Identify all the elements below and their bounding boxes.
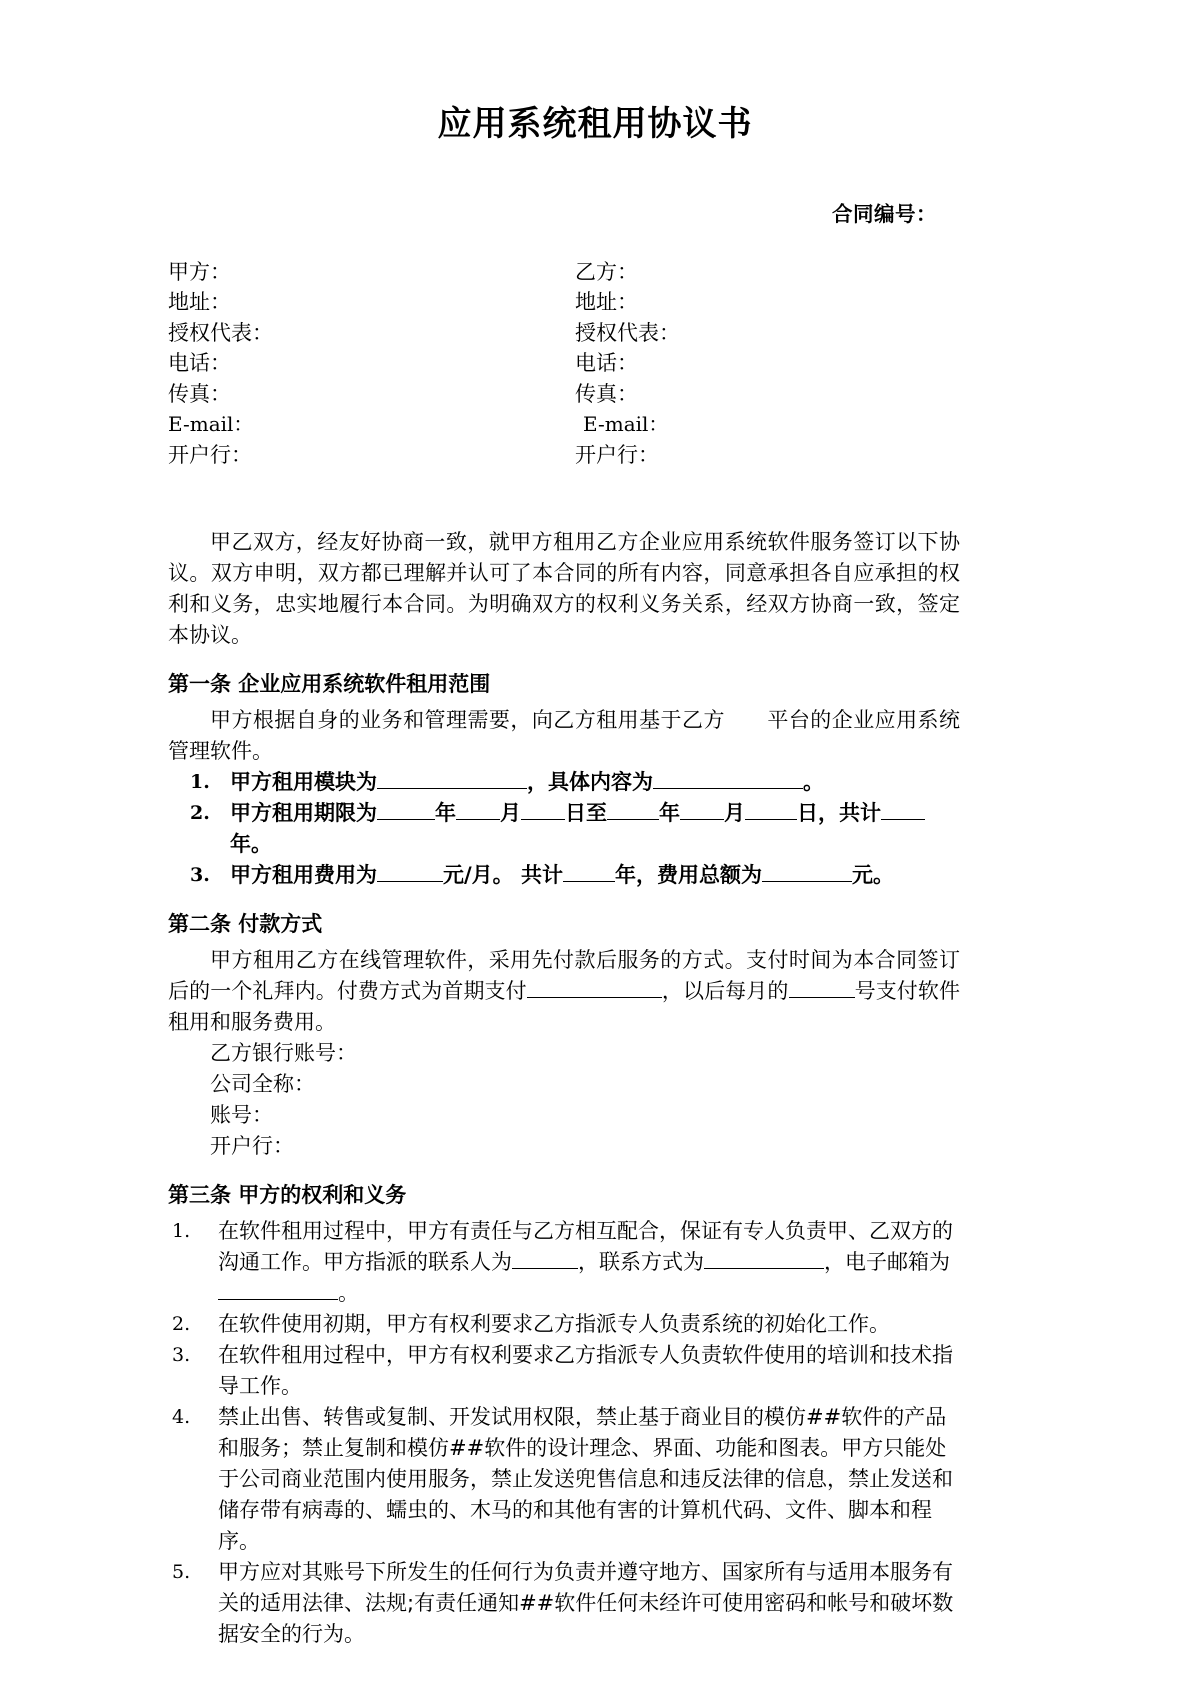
list-item-number: 2. [172, 1312, 191, 1335]
party-b-email-label: E-mail： [583, 412, 669, 437]
fill-blank[interactable] [704, 1268, 824, 1269]
list-item-text: 禁止出售、转售或复制、开发试用权限，禁止基于商业目的模仿##软件的产品和服务；禁止复制和模仿##软件的设计理念、界面、功能和图表。甲方只能处于公司商业范围内使用服务，禁止发送兜售信息和违反法律的信息，禁止发送和储存带有病毒的、蠕虫的、木马的和其他有害的计算机代码、文件、脚本和程序。 [218, 1404, 953, 1553]
party-b-phone-label: 电话： [575, 351, 638, 376]
list-item-text: 月 [724, 800, 745, 825]
section-3-heading: 第三条 甲方的权利和义务 [168, 1182, 407, 1207]
list-item-text: ，联系方式为 [578, 1249, 704, 1274]
list-item-number: 3. [190, 863, 210, 886]
list-item [168, 1309, 960, 1340]
intro-paragraph: 甲乙双方，经友好协商一致，就甲方租用乙方企业应用系统软件服务签订以下协议。双方申明，双方都已理解并认可了本合同的所有内容，同意承担各自应承担的权利和义务，忠实地履行本合同。为明确双方的权利义务关系，经双方协商一致，签定本协议。 [168, 529, 960, 647]
list-item-number: 1. [172, 1219, 191, 1242]
section-2-paragraph-part2: ，以后每月的 [661, 978, 789, 1003]
list-item-text: 年 [435, 800, 456, 825]
party-b-representative-label: 授权代表： [575, 320, 680, 345]
list-item-text: 在软件租用过程中，甲方有权利要求乙方指派专人负责软件使用的培训和技术指导工作。 [218, 1342, 953, 1398]
party-a-address-label: 地址： [168, 290, 231, 315]
contract-number-label: 合同编号： [832, 201, 937, 226]
list-item-text: 年。 [230, 831, 272, 856]
section-2-paragraph [168, 945, 960, 1038]
fill-blank[interactable] [607, 819, 659, 820]
list-item [168, 860, 960, 891]
section-1-paragraph-part1: 甲方根据自身的业务和管理需要，向乙方租用基于乙方 [210, 707, 725, 732]
section-1-paragraph-part2: 平台的企业应用系统管理软件。 [168, 707, 961, 763]
list-item-text: 元。 [851, 862, 894, 887]
section-1-heading: 第一条 企业应用系统软件租用范围 [168, 671, 491, 696]
party-a-fax-label: 传真： [168, 381, 231, 406]
list-item-number: 1. [190, 770, 210, 793]
party-b-address-label: 地址： [575, 290, 638, 315]
party-a-phone-label: 电话： [168, 351, 231, 376]
account-number-label: 账号： [210, 1102, 273, 1127]
page-title: 应用系统租用协议书 [437, 104, 753, 144]
party-b-fax-label: 传真： [575, 381, 638, 406]
fill-blank[interactable] [377, 788, 527, 789]
list-item [168, 1216, 960, 1309]
section-2-paragraph-part3: 号支付软件租用和服务费用。 [168, 978, 961, 1034]
list-item-number: 4. [172, 1405, 191, 1428]
list-item-text: 甲方租用费用为 [230, 862, 377, 887]
list-item-text: 日至 [565, 800, 607, 825]
party-b-name-label: 乙方： [575, 259, 638, 284]
fill-blank[interactable] [745, 819, 797, 820]
list-item [168, 767, 960, 798]
party-a-email-label: E-mail： [168, 412, 254, 437]
bank-account-label: 乙方银行账号： [210, 1040, 357, 1065]
list-item-number: 3. [172, 1343, 191, 1366]
fill-blank[interactable] [881, 819, 925, 820]
party-a-representative-label: 授权代表： [168, 320, 273, 345]
fill-blank[interactable] [789, 997, 855, 998]
party-a-bank-label: 开户行： [168, 442, 252, 467]
list-item-text: 日，共计 [797, 800, 881, 825]
section-2-paragraph-part1: 甲方租用乙方在线管理软件，采用先付款后服务的方式。支付时间为本合同签订后的一个礼拜内。付费方式为首期支付 [168, 947, 960, 1003]
party-b-column [575, 257, 680, 471]
list-item [168, 1340, 960, 1402]
section-1-item-list [168, 767, 960, 891]
list-item-text: 年，费用总额为 [614, 862, 762, 887]
fill-blank[interactable] [218, 1299, 338, 1300]
fill-blank[interactable] [563, 881, 615, 882]
document-body [0, 527, 1190, 1650]
parties-block [0, 257, 1190, 472]
fill-blank[interactable] [521, 819, 565, 820]
party-a-column [168, 257, 273, 471]
fill-blank[interactable] [762, 881, 852, 882]
party-b-bank-label: 开户行： [575, 442, 659, 467]
section-1-paragraph [168, 705, 960, 767]
party-a-name-label: 甲方： [168, 259, 231, 284]
fill-blank[interactable] [680, 819, 724, 820]
list-item [168, 798, 960, 860]
fill-blank[interactable] [377, 881, 443, 882]
section-2-heading: 第二条 付款方式 [168, 911, 323, 936]
list-item [168, 1402, 960, 1557]
fill-blank[interactable] [527, 997, 662, 998]
list-item-text: 甲方应对其账号下所发生的任何行为负责并遵守地方、国家所有与适用本服务有关的适用法律、法规;有责任通知##软件任何未经许可使用密码和帐号和破坏数据安全的行为。 [218, 1559, 954, 1646]
list-item-text: 元/月。 共计 [443, 862, 563, 887]
list-item-text: 在软件租用过程中，甲方有责任与乙方相互配合，保证有专人负责甲、乙双方的沟通工作。甲方指派的联系人为 [218, 1218, 953, 1274]
list-item-text: 甲方租用期限为 [230, 800, 377, 825]
list-item-text: ，具体内容为 [527, 769, 653, 794]
list-item-text: 年 [659, 800, 680, 825]
company-fullname-label: 公司全称： [210, 1071, 315, 1096]
list-item-text: 。 [338, 1280, 359, 1305]
list-item-text: 。 [803, 769, 824, 794]
list-item-text: 在软件使用初期，甲方有权利要求乙方指派专人负责系统的初始化工作。 [218, 1311, 890, 1336]
list-item-number: 5. [172, 1560, 191, 1583]
bank-branch-label: 开户行： [210, 1133, 294, 1158]
list-item-text: 甲方租用模块为 [230, 769, 377, 794]
fill-blank[interactable] [456, 819, 500, 820]
list-item [168, 1557, 960, 1650]
section-3-item-list [168, 1216, 960, 1650]
list-item-number: 2. [190, 801, 210, 824]
fill-blank[interactable] [512, 1268, 578, 1269]
bank-info-block [168, 1038, 960, 1162]
list-item-text: 月 [500, 800, 521, 825]
fill-blank[interactable] [377, 819, 435, 820]
list-item-text: ，电子邮箱为 [824, 1249, 950, 1274]
fill-blank[interactable] [653, 788, 803, 789]
